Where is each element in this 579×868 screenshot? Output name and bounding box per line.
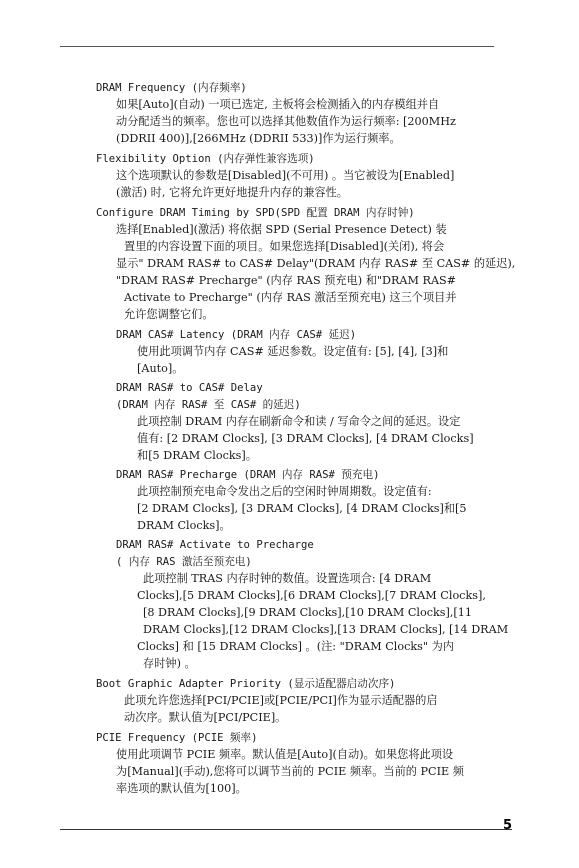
paragraph-line: 置里的内容设置下面的项目。如果您选择[Disabled](关闭), 将会 — [124, 240, 445, 253]
paragraph-line: "DRAM RAS# Precharge" (内存 RAS 预充电) 和"DRAM RAS# — [116, 274, 457, 287]
page-number: 5 — [503, 818, 513, 833]
heading-dram-ras-to-cas-delay: DRAM RAS# to CAS# Delay — [116, 382, 263, 394]
heading-boot-graphic-adapter-priority: Boot Graphic Adapter Priority (显示适配器启动次序) — [96, 678, 396, 690]
paragraph-line: 存时钟) 。 — [143, 657, 196, 670]
heading-dram-frequency: DRAM Frequency (内存频率) — [96, 82, 247, 94]
heading-dram-ras-precharge: DRAM RAS# Precharge (DRAM 内存 RAS# 预充电) — [116, 469, 380, 481]
paragraph-line: 这个选项默认的参数是[Disabled](不可用) 。当它被设为[Enabled] — [116, 169, 455, 182]
heading-dram-ras-activate-to-precharge: DRAM RAS# Activate to Precharge — [116, 539, 314, 551]
paragraph-line: [Auto]。 — [137, 362, 184, 375]
paragraph-line: 使用此项调节 PCIE 频率。默认值是[Auto](自动)。如果您将此项设 — [116, 748, 454, 761]
paragraph-line: 为[Manual](手动),您将可以调节当前的 PCIE 频率。当前的 PCIE 频 — [116, 765, 464, 778]
paragraph-line: 值有: [2 DRAM Clocks], [3 DRAM Clocks], [4 DRAM Clocks] — [137, 432, 474, 445]
heading-configure-dram-timing: Configure DRAM Timing by SPD(SPD 配置 DRAM 内存时钟) — [96, 207, 415, 219]
heading-dram-ras-activate-cn: ( 内存 RAS 激活至预充电) — [116, 556, 252, 568]
paragraph-line: 此项允许您选择[PCI/PCIE]或[PCIE/PCI]作为显示适配器的启 — [124, 694, 438, 707]
paragraph-line: 动分配适当的频率。您也可以选择其他数值作为运行频率: [200MHz — [116, 115, 456, 128]
paragraph-line: (激活) 时, 它将允许更好地提升内存的兼容性。 — [116, 186, 348, 199]
bottom-rule — [60, 829, 512, 830]
paragraph-line: 率选项的默认值为[100]。 — [116, 782, 247, 795]
paragraph-line: 如果[Auto](自动) 一项已选定, 主板将会检测插入的内存模组并自 — [116, 98, 440, 111]
paragraph-line: 显示" DRAM RAS# to CAS# Delay"(DRAM 内存 RAS# 至 CAS# 的延迟), — [116, 257, 516, 270]
heading-dram-cas-latency: DRAM CAS# Latency (DRAM 内存 CAS# 延迟) — [116, 329, 357, 341]
paragraph-line: 此项控制 TRAS 内存时钟的数值。设置选项合: [4 DRAM — [143, 572, 432, 585]
paragraph-line: Activate to Precharge" (内存 RAS 激活至预充电) 这三个项目并 — [124, 291, 457, 304]
paragraph-line: [2 DRAM Clocks], [3 DRAM Clocks], [4 DRAM Clocks]和[5 — [137, 502, 467, 515]
paragraph-line: 选择[Enabled](激活) 将依据 SPD (Serial Presence Detect) 装 — [116, 223, 447, 236]
paragraph-line: [8 DRAM Clocks],[9 DRAM Clocks],[10 DRAM Clocks],[11 — [143, 606, 473, 619]
heading-dram-ras-to-cas-delay-cn: (DRAM 内存 RAS# 至 CAS# 的延迟) — [116, 399, 301, 411]
paragraph-line: 此项控制 DRAM 内存在刷新命令和读 / 写命令之间的延迟。设定 — [137, 415, 461, 428]
heading-flexibility-option: Flexibility Option (内存弹性兼容选项) — [96, 153, 315, 165]
paragraph-line: DRAM Clocks],[12 DRAM Clocks],[13 DRAM Clocks], [14 DRAM — [143, 623, 509, 636]
paragraph-line: (DDRII 400)],[266MHz (DDRII 533)]作为运行频率。 — [116, 132, 401, 145]
top-rule — [60, 46, 494, 47]
paragraph-line: Clocks] 和 [15 DRAM Clocks] 。(注: "DRAM Clocks" 为内 — [137, 640, 454, 653]
paragraph-line: 和[5 DRAM Clocks]。 — [137, 449, 257, 462]
paragraph-line: 此项控制预充电命令发出之后的空闲时钟周期数。设定值有: — [137, 485, 432, 498]
paragraph-line: 允许您调整它们。 — [124, 308, 214, 321]
paragraph-line: 使用此项调节内存 CAS# 延迟参数。设定值有: [5], [4], [3]和 — [137, 345, 449, 358]
paragraph-line: Clocks],[5 DRAM Clocks],[6 DRAM Clocks],[7 DRAM Clocks], — [137, 589, 486, 602]
paragraph-line: 动次序。默认值为[PCI/PCIE]。 — [124, 711, 287, 724]
heading-pcie-frequency: PCIE Frequency (PCIE 频率) — [96, 732, 258, 744]
paragraph-line: DRAM Clocks]。 — [137, 519, 231, 532]
